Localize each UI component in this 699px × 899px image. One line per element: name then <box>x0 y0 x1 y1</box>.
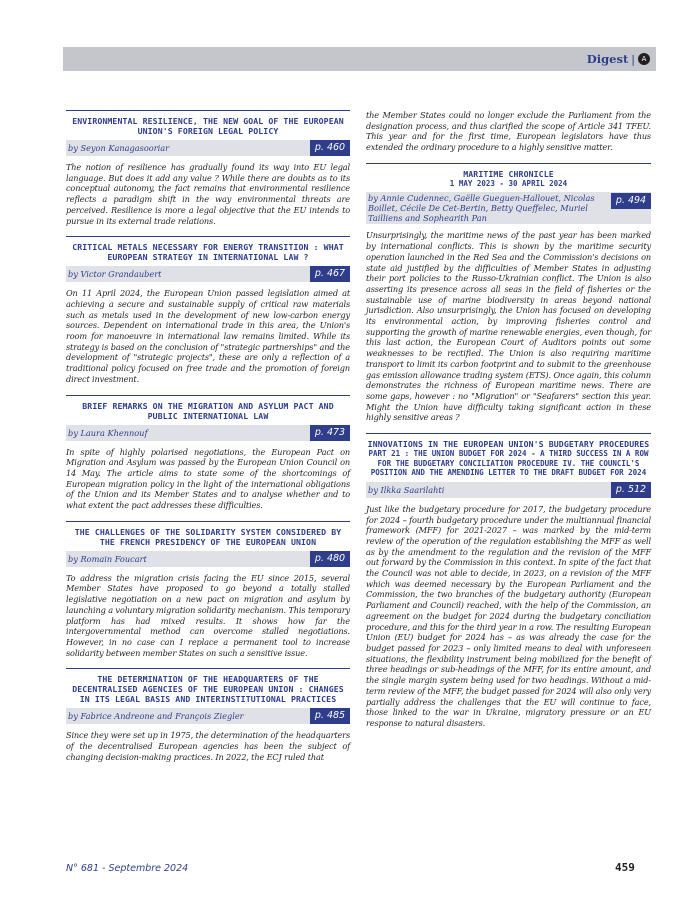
article-title: ENVIRONMENTAL RESILIENCE, THE NEW GOAL OF THE EUROPEAN UNION'S FOREIGN LEGAL POLICY <box>72 116 344 136</box>
author-row <box>66 266 350 282</box>
entry-rule <box>66 395 350 398</box>
page-badge[interactable]: p. 512 <box>611 482 651 498</box>
entry-rule <box>366 433 651 436</box>
header-bar <box>63 47 656 71</box>
journal-logo-icon: A <box>638 53 650 65</box>
article-entry <box>366 433 651 729</box>
author-row <box>66 425 350 441</box>
author-row <box>66 551 350 567</box>
article-author: by Annie Cudennec, Gaëlle Gueguen-Hallouet, Nicolas Boillet, Cécile De Cet-Bertin, Betty Queffelec, Muriel Tailliens and Sophearith Pan <box>368 193 595 224</box>
left-column <box>66 110 350 763</box>
article-author: by Victor Grandaubert <box>68 269 162 280</box>
author-row <box>366 482 651 498</box>
continued-abstract: the Member States could no longer exclude the Parliament from the designation process, and thus clarified the scope of Article 341 TFEU. This year and for the first time, European legislators have thus extended the ordinary procedure to a highly sensitive matter. <box>366 110 651 153</box>
article-author: by Seyon Kanagasooriar <box>68 143 170 153</box>
article-abstract: Just like the budgetary procedure for 2017, the budgetary procedure for 2024 – fourth budgetary procedure under the multiannual financial framework (MFF) for 2021-2027 – was marked by the mid-term review of the operation of the regulation establishing the MFF as well as by the amendment to the regulation and the revision of the MFF out forward by the Commission in this context. In spite of the fact that the Council was not able to decide, in 2023, on a revision of the MFF which was deemed necessary by the European Parliament and the Commission, the two branches of the budgetary authority (European Parliament and Council) reached, with the help of the Commission, an agreement on the budget for 2024 during the budgetary conciliation procedure, and this for the third year in a row. The resulting European Union (EU) budget for 2024 has – as was already the case for the budget passed for 2023 – only limited means to deal with unforeseen situations, the flexibility instrument being mobilized for the benefit of three headings or sub-headings of the MFF, for its entire amount, and the single margin system being used for two headings. Without a mid-term review of the MFF, the budget passed for 2024 will also only very partially address the challenges that the EU will continue to face, those linked to the war in Ukraine, migratory pressure or an EU response to natural disasters. <box>366 503 651 728</box>
article-author: by Fabrice Andreone and François Ziegler <box>68 711 244 722</box>
page-badge[interactable]: p. 494 <box>611 193 651 209</box>
article-abstract: Since they were set up in 1975, the determination of the headquarters of the decentralised European agencies has been the subject of changing decision-making practices. In 2022, the ECJ ruled that <box>66 730 350 762</box>
article-author: by Ilkka Saarilahti <box>368 484 445 495</box>
page-badge[interactable]: p. 460 <box>310 140 350 156</box>
entry-rule <box>66 668 350 671</box>
article-abstract: The notion of resilience has gradually found its way into EU legal language. But does it add any value ? While there are doubts as to its conceptual autonomy, the fact remains that environmental resilience reflects a paradigm shift in the way environmental threats are perceived. Resilience is more a legal objective that the EU intends to pursue in its external trade relations. <box>66 162 350 226</box>
article-title: THE CHALLENGES OF THE SOLIDARITY SYSTEM CONSIDERED BY THE FRENCH PRESIDENCY OF THE EUROPEAN UNION <box>74 526 342 547</box>
article-abstract: To address the migration crisis facing the EU since 2015, several Member States have proposed to go beyond a totally stalled legislative negotiation on a new pact on migration and asylum by launching a voluntary migration solidarity mechanism. This temporary platform has had mixed results. It shows how far the intergovernmental method can overcome stalled negotiations. However, in no case can I replace a permanent tool to increase solidarity between member States on such a sensitive issue. <box>66 572 350 658</box>
page-badge[interactable]: p. 485 <box>310 708 350 724</box>
article-subtitle: 1 MAY 2023 - 30 APRIL 2024 <box>449 178 568 188</box>
article-subtitle: PART 21 : THE UNION BUDGET FOR 2024 - A THIRD SUCCESS IN A ROW FOR THE BUDGETARY CONCILIATION PROCEDURE IV. THE COUNCIL'S POSITION AND THE AMENDING LETTER TO THE DRAFT BUDGET FOR 2024 <box>368 449 649 478</box>
header-separator: | <box>631 52 635 66</box>
article-entry <box>366 163 651 423</box>
article-abstract: On 11 April 2024, the European Union passed legislation aimed at achieving a secure and sustainable supply of critical raw materials such as metals used in the development of new low-carbon energy sources. Dependent on international trade in this area, the Union's room for manoeuvre in international law remains limited. While its strategy is based on the conclusion of "strategic partnerships" and the development of "strategic projects", these are only a reflection of a traditional policy focused on free trade and the promotion of foreign direct investment. <box>66 288 350 384</box>
author-row <box>366 192 651 224</box>
article-title: MARITIME CHRONICLE <box>463 168 554 179</box>
author-row <box>66 140 350 156</box>
article-author: by Romain Foucart <box>68 553 147 564</box>
article-title: CRITICAL METALS NECESSARY FOR ENERGY TRANSITION : WHAT EUROPEAN STRATEGY IN INTERNATIONAL LAW ? <box>72 242 344 263</box>
entry-rule <box>366 163 651 166</box>
article-entry <box>66 395 350 511</box>
article-entry <box>66 668 350 762</box>
page-badge[interactable]: p. 473 <box>310 425 350 441</box>
footer-issue: N° 681 - Septembre 2024 <box>66 863 189 874</box>
article-author: by Laura Khennouf <box>68 427 148 438</box>
header-title: Digest <box>586 52 629 66</box>
page-badge[interactable]: p. 467 <box>310 266 350 282</box>
article-abstract: Unsurprisingly, the maritime news of the past year has been marked by international conflicts. This is shown by the maritime security operation launched in the Red Sea and the Commission's decisions on state aid justified by the difficulties of Member States in adjusting their port policies to the Russo-Ukrainian conflict. The Union is also asserting its presence across all seas in the field of fisheries or the sustainable use of marine biodiversity in areas beyond national jurisdiction. Also unsurprisingly, the Union has focused on developing its environmental action, by improving fisheries control and supporting the growth of marine renewable energies, even though, for this last action, the European Court of Auditors points out some weaknesses to be rectified. The Union is also requiring maritime transport to limit its carbon footprint and to submit to the greenhouse gas emission allowance trading system (ETS). Once again, this column demonstrates the richness of European maritime news. There are some gaps, however : no "Migration" or "Seafarers" section this year. Might the Union have difficulty taking significant action in these highly sensitive areas ? <box>366 230 651 423</box>
footer-page-number: 459 <box>615 861 635 874</box>
article-entry <box>66 236 350 384</box>
right-column <box>366 110 651 729</box>
article-entry <box>66 110 350 226</box>
article-title: INNOVATIONS IN THE EUROPEAN UNION'S BUDGETARY PROCEDURES <box>367 439 650 450</box>
author-row <box>66 708 350 724</box>
article-title: BRIEF REMARKS ON THE MIGRATION AND ASYLUM PACT AND PUBLIC INTERNATIONAL LAW <box>82 400 334 421</box>
entry-rule <box>66 110 350 113</box>
article-abstract: In spite of highly polarised negotiations, the European Pact on Migration and Asylum was passed by the European Union Council on 14 May. The article aims to state some of the shortcomings of European migration policy in the light of the international obligations of the Union and its Member States and to analyse whether and to what extent the pact addresses these difficulties. <box>66 446 350 511</box>
entry-rule <box>66 236 350 239</box>
article-title: THE DETERMINATION OF THE HEADQUARTERS OF THE DECENTRALISED AGENCIES OF THE EUROPEAN UNION : CHANGES IN ITS LEGAL BASIS AND INTERINSTITUTIONAL PRACTICES <box>72 674 344 705</box>
entry-rule <box>66 521 350 524</box>
page-badge[interactable]: p. 480 <box>310 551 350 567</box>
article-entry <box>66 521 350 659</box>
